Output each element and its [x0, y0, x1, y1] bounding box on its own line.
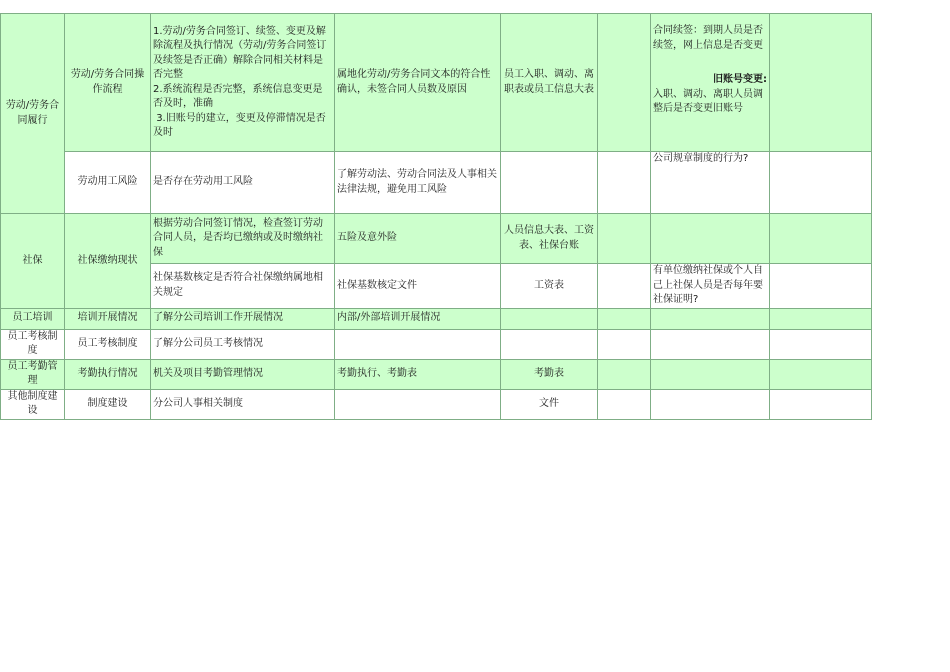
note-text: 入职、调动、离职人员调整后是否变更旧账号	[653, 88, 763, 114]
material-cell[interactable]: 人员信息大表、工资表、社保台账	[501, 214, 598, 264]
empty-cell[interactable]	[598, 214, 651, 264]
table-row	[1, 329, 872, 359]
empty-cell[interactable]	[598, 308, 651, 329]
empty-cell[interactable]	[651, 389, 770, 419]
table-row	[1, 308, 872, 329]
empty-cell[interactable]	[598, 389, 651, 419]
method-cell[interactable]: 五险及意外险	[335, 214, 501, 264]
content-cell[interactable]: 机关及项目考勤管理情况	[151, 359, 335, 389]
note-text: 合同续签：到期人员是否续签，网上信息是否变更	[653, 25, 763, 51]
audit-table	[0, 13, 872, 420]
empty-cell[interactable]	[598, 264, 651, 309]
content-line: 3.旧账号的建立，变更及停滞情况是否及时	[153, 112, 326, 138]
empty-cell[interactable]	[770, 329, 872, 359]
method-cell[interactable]: 社保基数核定文件	[335, 264, 501, 309]
empty-cell[interactable]	[335, 389, 501, 419]
content-line: 1.劳动/劳务合同签订、续签、变更及解除流程及执行情况（劳动/劳务合同签订及续签是否正确）解除合同相关材料是否完整	[153, 25, 327, 80]
content-cell[interactable]: 了解分公司培训工作开展情况	[151, 308, 335, 329]
item-cell[interactable]: 培训开展情况	[65, 308, 151, 329]
item-cell[interactable]: 制度建设	[65, 389, 151, 419]
item-cell[interactable]: 考勤执行情况	[65, 359, 151, 389]
note-cell[interactable]	[651, 14, 770, 152]
content-cell[interactable]: 根据劳动合同签订情况，检查签订劳动合同人员，是否均已缴纳或及时缴纳社保	[151, 214, 335, 264]
content-cell[interactable]: 社保基数核定是否符合社保缴纳属地相关规定	[151, 264, 335, 309]
table-row	[1, 214, 872, 264]
note-cell[interactable]: 有单位缴纳社保或个人自己上社保人员是否每年要社保证明?	[651, 264, 770, 309]
empty-cell[interactable]	[501, 152, 598, 214]
material-cell[interactable]: 工资表	[501, 264, 598, 309]
empty-cell[interactable]	[598, 14, 651, 152]
item-cell[interactable]: 劳动用工风险	[65, 152, 151, 214]
empty-cell[interactable]	[598, 152, 651, 214]
empty-cell[interactable]	[770, 14, 872, 152]
content-cell[interactable]: 了解分公司员工考核情况	[151, 329, 335, 359]
method-cell[interactable]: 属地化劳动/劳务合同文本的符合性确认，未签合同人员数及原因	[335, 14, 501, 152]
empty-cell[interactable]	[770, 308, 872, 329]
empty-cell[interactable]	[770, 214, 872, 264]
item-cell[interactable]: 劳动/劳务合同操作流程	[65, 14, 151, 152]
method-cell[interactable]: 了解劳动法、劳动合同法及人事相关法律法规，避免用工风险	[335, 152, 501, 214]
empty-cell[interactable]	[651, 214, 770, 264]
note-cell[interactable]: 公司规章制度的行为?	[651, 152, 770, 214]
content-line: 2.系统流程是否完整，系统信息变更是否及时，准确	[153, 83, 323, 109]
content-cell[interactable]: 是否存在劳动用工风险	[151, 152, 335, 214]
empty-cell[interactable]	[598, 359, 651, 389]
method-cell[interactable]: 考勤执行、考勤表	[335, 359, 501, 389]
note-heading: 旧账号变更:	[713, 74, 767, 85]
empty-cell[interactable]	[335, 329, 501, 359]
material-cell[interactable]: 文件	[501, 389, 598, 419]
category-cell[interactable]: 员工考核制度	[1, 329, 65, 359]
table-row	[1, 359, 872, 389]
table-row	[1, 152, 872, 214]
category-cell[interactable]: 员工培训	[1, 308, 65, 329]
category-cell[interactable]: 社保	[1, 214, 65, 309]
table-row	[1, 389, 872, 419]
empty-cell[interactable]	[651, 329, 770, 359]
category-cell[interactable]: 劳动/劳务合同履行	[1, 14, 65, 214]
empty-cell[interactable]	[501, 329, 598, 359]
empty-cell[interactable]	[770, 389, 872, 419]
material-cell[interactable]: 员工入职、调动、离职表或员工信息大表	[501, 14, 598, 152]
empty-cell[interactable]	[651, 308, 770, 329]
category-cell[interactable]: 其他制度建设	[1, 389, 65, 419]
item-cell[interactable]: 员工考核制度	[65, 329, 151, 359]
empty-cell[interactable]	[770, 264, 872, 309]
empty-cell[interactable]	[770, 152, 872, 214]
empty-cell[interactable]	[770, 359, 872, 389]
table-row	[1, 14, 872, 152]
content-cell[interactable]: 分公司人事相关制度	[151, 389, 335, 419]
empty-cell[interactable]	[651, 359, 770, 389]
item-cell[interactable]: 社保缴纳现状	[65, 214, 151, 309]
method-cell[interactable]: 内部/外部培训开展情况	[335, 308, 501, 329]
category-cell[interactable]: 员工考勤管理	[1, 359, 65, 389]
empty-cell[interactable]	[598, 329, 651, 359]
content-cell[interactable]	[151, 14, 335, 152]
material-cell[interactable]: 考勤表	[501, 359, 598, 389]
empty-cell[interactable]	[501, 308, 598, 329]
